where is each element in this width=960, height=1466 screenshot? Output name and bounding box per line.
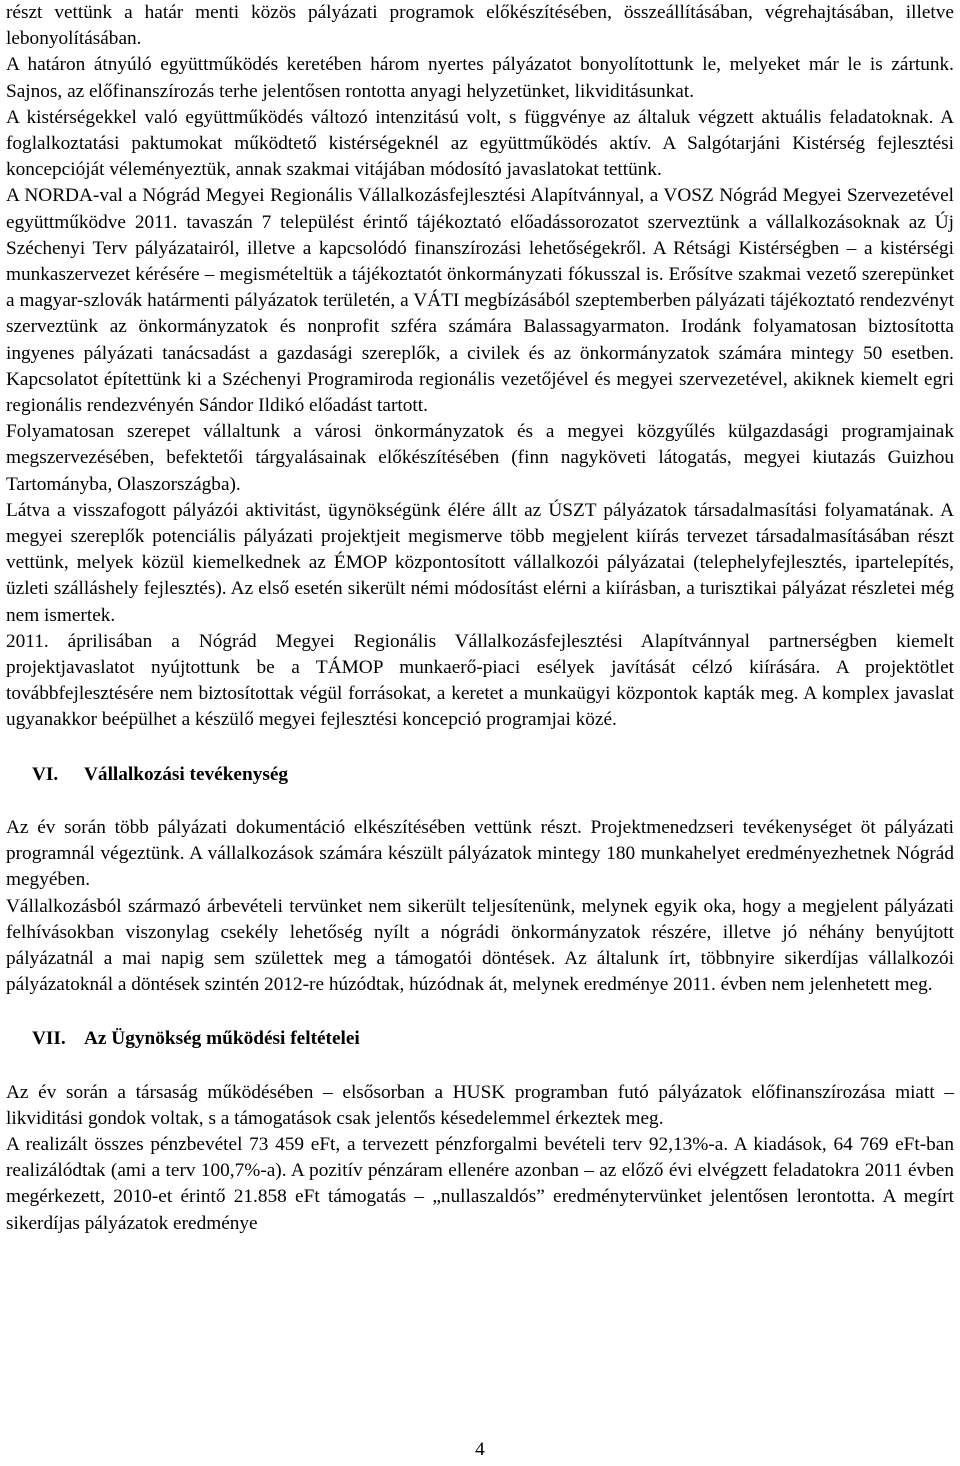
section-heading-7 [6,1026,954,1052]
paragraph: A határon átnyúló együttműködés keretében három nyertes pályázatot bonyolítottunk le, melyeket már le is zártunk. Sajnos, az előfinanszírozás terhe jelentősen rontotta anyagi helyzetünket, likviditásunkat. [6,54,954,102]
paragraph: A NORDA-val a Nógrád Megyei Regionális Vállalkozásfejlesztési Alapítvánnyal, a VOSZ Nógrád Megyei Szervezetével együttműködve 2011. tavaszán 7 települést érintő tájékoztató előadássorozatot szerveztünk a vállalkozásoknak az Új Széchenyi Terv pályázatairól, illetve a kapcsolódó finanszírozási lehetőségekről. A Rétsági Kistérségben – a kistérségi munkaszervezet kérésére – megismételtük a tájékoztatót önkormányzati fókusszal is. Erősítve szakmai vezető szerepünket a magyar-szlovák határmenti pályázatok területén, a VÁTI megbízásából szeptemberben pályázati tájékoztató rendezvényt szerveztünk az önkormányzatok és nonprofit szféra számára Balassagyarmaton. Irodánk folyamatosan biztosította ingyenes pályázati tanácsadást a gazdasági szereplők, a civilek és az önkormányzatok számára mintegy 50 esetben. Kapcsolatot építettünk ki a Széchenyi Programiroda regionális vezetőjével és megyei szervezetével, akiknek kiemelt egri regionális rendezvényén Sándor Ildikó előadást tartott. [6,185,954,417]
section-number: VII. [32,1028,66,1050]
paragraph: Folyamatosan szerepet vállaltunk a városi önkormányzatok és a megyei közgyűlés külgazdasági programjainak megszervezésében, befektetői tárgyalásainak előkészítésében (finn nagyköveti látogatás, megyei kiutazás Guizhou Tartományba, Olaszországba). [6,421,954,495]
page-number: 4 [475,1439,485,1460]
paragraph: Látva a visszafogott pályázói aktivitást, ügynökségünk élére állt az ÚSZT pályázatok társadalmasítási folyamatának. A megyei szereplők potenciális pályázati projektjeit megismerve több megjelent kiírás tervezet társadalmasításában részt vettünk, melyek közül kiemelkednek az ÉMOP központosított vállalkozói pályázatai (telephelyfejlesztés, ipartelepítés, üzleti szálláshely fejlesztés). Az első esetén sikerült némi módosítást elérni a kiírásban, a turisztikai pályázat részletei még nem ismertek. [6,499,954,626]
paragraph: Vállalkozásból származó árbevételi tervünket nem sikerült teljesítenünk, melynek egyik oka, hogy a megjelent pályázati felhívásokban viszonylag csekély lehetőség nyílt a nógrádi önkormányzatok részére, illetve jó néhány benyújtott pályázatnál a mai napig sem születtek meg a támogatói döntések. Az általunk írt, többnyire sikerdíjas vállalkozói pályázatoknál a döntések szintén 2012-re húzódtak, húzódnak át, melynek eredménye 2011. évben nem jelenhetett meg. [6,895,954,996]
section-title: Az Ügynökség működési feltételei [84,1028,360,1050]
paragraph: 2011. áprilisában a Nógrád Megyei Regionális Vállalkozásfejlesztési Alapítvánnyal partnerségben kiemelt projektjavaslatot nyújtottunk be a TÁMOP munkaerő-piaci esélyek javítását célzó kiírására. A projektötlet továbbfejlesztésére nem biztosítottak végül forrásokat, a keretet a munkaügyi központok kapták meg. A komplex javaslat ugyanakkor beépülhet a készülő megyei fejlesztési koncepció programjai közé. [6,630,954,731]
paragraph: Az év során több pályázati dokumentáció elkészítésében vettünk részt. Projektmenedzseri tevékenységet öt pályázati programnál végeztünk. A vállalkozások számára készült pályázatok mintegy 180 munkahelyet eredményezhetnek Nógrád megyében. [6,816,954,891]
section-heading-6 [6,762,954,788]
paragraph: részt vettünk a határ menti közös pályázati programok előkészítésében, összeállításában, végrehajtásában, illetve lebonyolításában. [6,2,954,50]
paragraph: A kistérségekkel való együttműködés változó intenzitású volt, s függvénye az általuk végzett aktuális feladatoknak. A foglalkoztatási paktumokat működtető kistérségeknél az együttműködés aktív. A Salgótarjáni Kistérség fejlesztési koncepcióját véleményeztük, annak szakmai vitájában módosító javaslatokat tettünk. [6,106,954,181]
document-page [6,0,954,1237]
section-number: VI. [32,763,59,785]
paragraph: A realizált összes pénzbevétel 73 459 eFt, a tervezett pénzforgalmi bevételi terv 92,13%-a. A kiadások, 64 769 eFt-ban realizálódtak (ami a terv 100,7%-a). A pozitív pénzáram ellenére azonban – az előző évi elvégzett feladatokra 2011 évben megérkezett, 2010-et érintő 21.858 eFt támogatás – „nullaszaldós” eredménytervünket jelentősen lerontotta. A megírt sikerdíjas pályázatok eredménye [6,1133,954,1234]
paragraph: Az év során a társaság működésében – elsősorban a HUSK programban futó pályázatok előfinanszírozása miatt – likviditási gondok voltak, s a támogatások csak jelentős késedelemmel érkeztek meg. [6,1081,954,1129]
section-title: Vállalkozási tevékenység [84,763,289,785]
